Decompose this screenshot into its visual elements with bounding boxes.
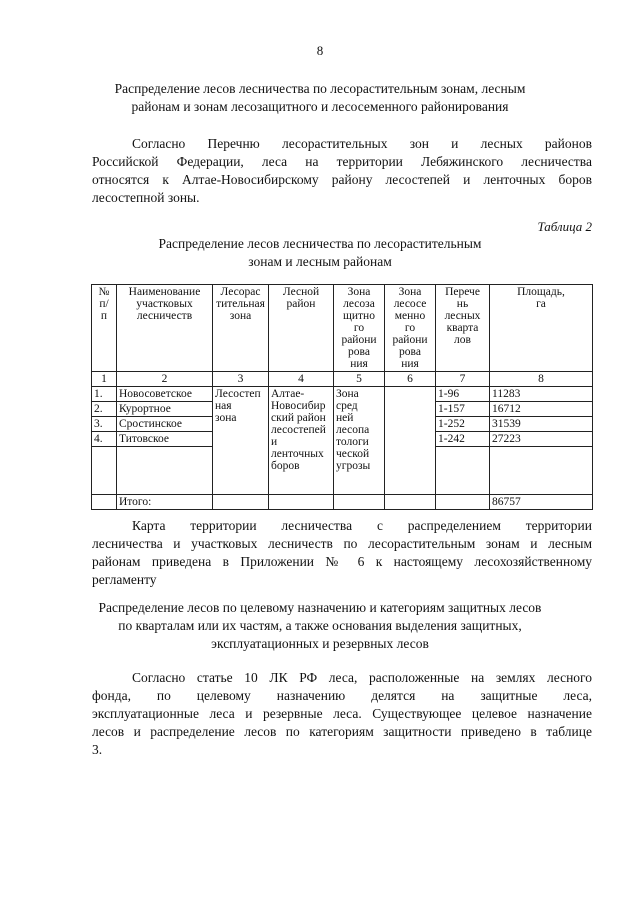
heading-line: эксплуатационных и резервных лесов [211,636,429,651]
header-cell-zone: Лесорас тительная зона [213,285,269,372]
column-number: 4 [269,372,334,387]
row-area: 11283 [490,387,593,402]
column-number: 7 [436,372,490,387]
total-area: 86757 [490,495,593,510]
row-number: 4. [92,432,117,447]
total-empty-cell [334,495,385,510]
paragraph-zones-intro [92,135,592,207]
paragraph-map-reference [92,517,592,589]
column-number: 3 [213,372,269,387]
spacer-cell [436,447,490,495]
table-row [92,387,593,402]
section-heading-zones [90,80,550,116]
page-number: 8 [316,43,324,58]
column-number: 8 [490,372,593,387]
total-label: Итого: [117,495,213,510]
paragraph-line: районам приведена в Приложении № 6 к настоящему лесохозяйственному [92,554,592,569]
column-number-row [92,372,593,387]
row-area: 27223 [490,432,593,447]
table-total-row [92,495,593,510]
header-cell-district: Лесной район [269,285,334,372]
table-caption [90,235,550,271]
paragraph-line: 3. [92,742,103,757]
table-label: Таблица 2 [537,219,592,234]
paragraph-purpose [92,669,592,759]
column-number: 6 [385,372,436,387]
spacer-cell [490,447,593,495]
paragraph-line: Карта территории лесничества с распределением территории [132,518,592,533]
header-cell-name: Наименование участковых лесничеств [117,285,213,372]
header-cell-area: Площадь, га [490,285,593,372]
row-name: Сростинское [117,417,213,432]
column-number: 2 [117,372,213,387]
spacer-cell [117,447,213,495]
shared-protection-cell: Зона сред ней лесопа тологи ческой угрозы [334,387,385,495]
row-quarters: 1-252 [436,417,490,432]
heading-line: районам и зонам лесозащитного и лесосеменного районирования [131,99,509,114]
shared-zone-cell: Лесостеп ная зона [213,387,269,495]
row-number: 1. [92,387,117,402]
row-name: Новосоветское [117,387,213,402]
total-empty-cell [436,495,490,510]
paragraph-line: лесничества и участковых лесничеств по лесорастительным зонам и лесным [92,536,592,551]
total-empty-cell [92,495,117,510]
heading-line: по кварталам или их частям, а также основания выделения защитных, [118,618,522,633]
header-cell-protection-zone: Зона лесоза щитно го райони рова ния [334,285,385,372]
row-quarters: 1-157 [436,402,490,417]
total-empty-cell [213,495,269,510]
header-cell-number: № п/ п [92,285,117,372]
section-heading-purpose [84,599,556,653]
forest-zones-table [91,284,593,510]
row-number: 2. [92,402,117,417]
column-number: 5 [334,372,385,387]
paragraph-line: эксплуатационные леса и резервные леса. Существующее целевое назначение [92,706,592,721]
column-number: 1 [92,372,117,387]
shared-district-cell: Алтае- Новосибир ский район лесостепей и ленточных боров [269,387,334,495]
total-empty-cell [385,495,436,510]
header-cell-seed-zone: Зона лесосе менно го райони рова ния [385,285,436,372]
heading-line: Распределение лесов по целевому назначению и категориям защитных лесов [98,600,542,615]
caption-line: Распределение лесов лесничества по лесорастительным [158,236,482,251]
row-quarters: 1-96 [436,387,490,402]
row-quarters: 1-242 [436,432,490,447]
paragraph-line: регламенту [92,572,157,587]
row-number: 3. [92,417,117,432]
row-name: Курортное [117,402,213,417]
row-name: Титовское [117,432,213,447]
paragraph-line: лесов и распределение лесов по категориям защитности приведено в таблице [92,724,592,739]
row-area: 16712 [490,402,593,417]
row-area: 31539 [490,417,593,432]
spacer-cell [92,447,117,495]
heading-line: Распределение лесов лесничества по лесорастительным зонам, лесным [114,81,526,96]
paragraph-line: лесостепной зоны. [92,190,200,205]
paragraph-line: фонда, по целевому назначению делятся на защитные леса, [92,688,592,703]
total-empty-cell [269,495,334,510]
table-header-row [92,285,593,372]
paragraph-line: Российской Федерации, леса на территории Лебяжинского лесничества [92,154,592,169]
seed-zone-cell [385,387,436,495]
paragraph-line: Согласно статье 10 ЛК РФ леса, расположенные на землях лесного [132,670,592,685]
header-cell-quarters: Перече нь лесных кварта лов [436,285,490,372]
caption-line: зонам и лесным районам [248,254,392,269]
paragraph-line: относятся к Алтае-Новосибирскому району лесостепей и ленточных боров [92,172,592,187]
paragraph-line: Согласно Перечню лесорастительных зон и лесных районов [132,136,592,151]
